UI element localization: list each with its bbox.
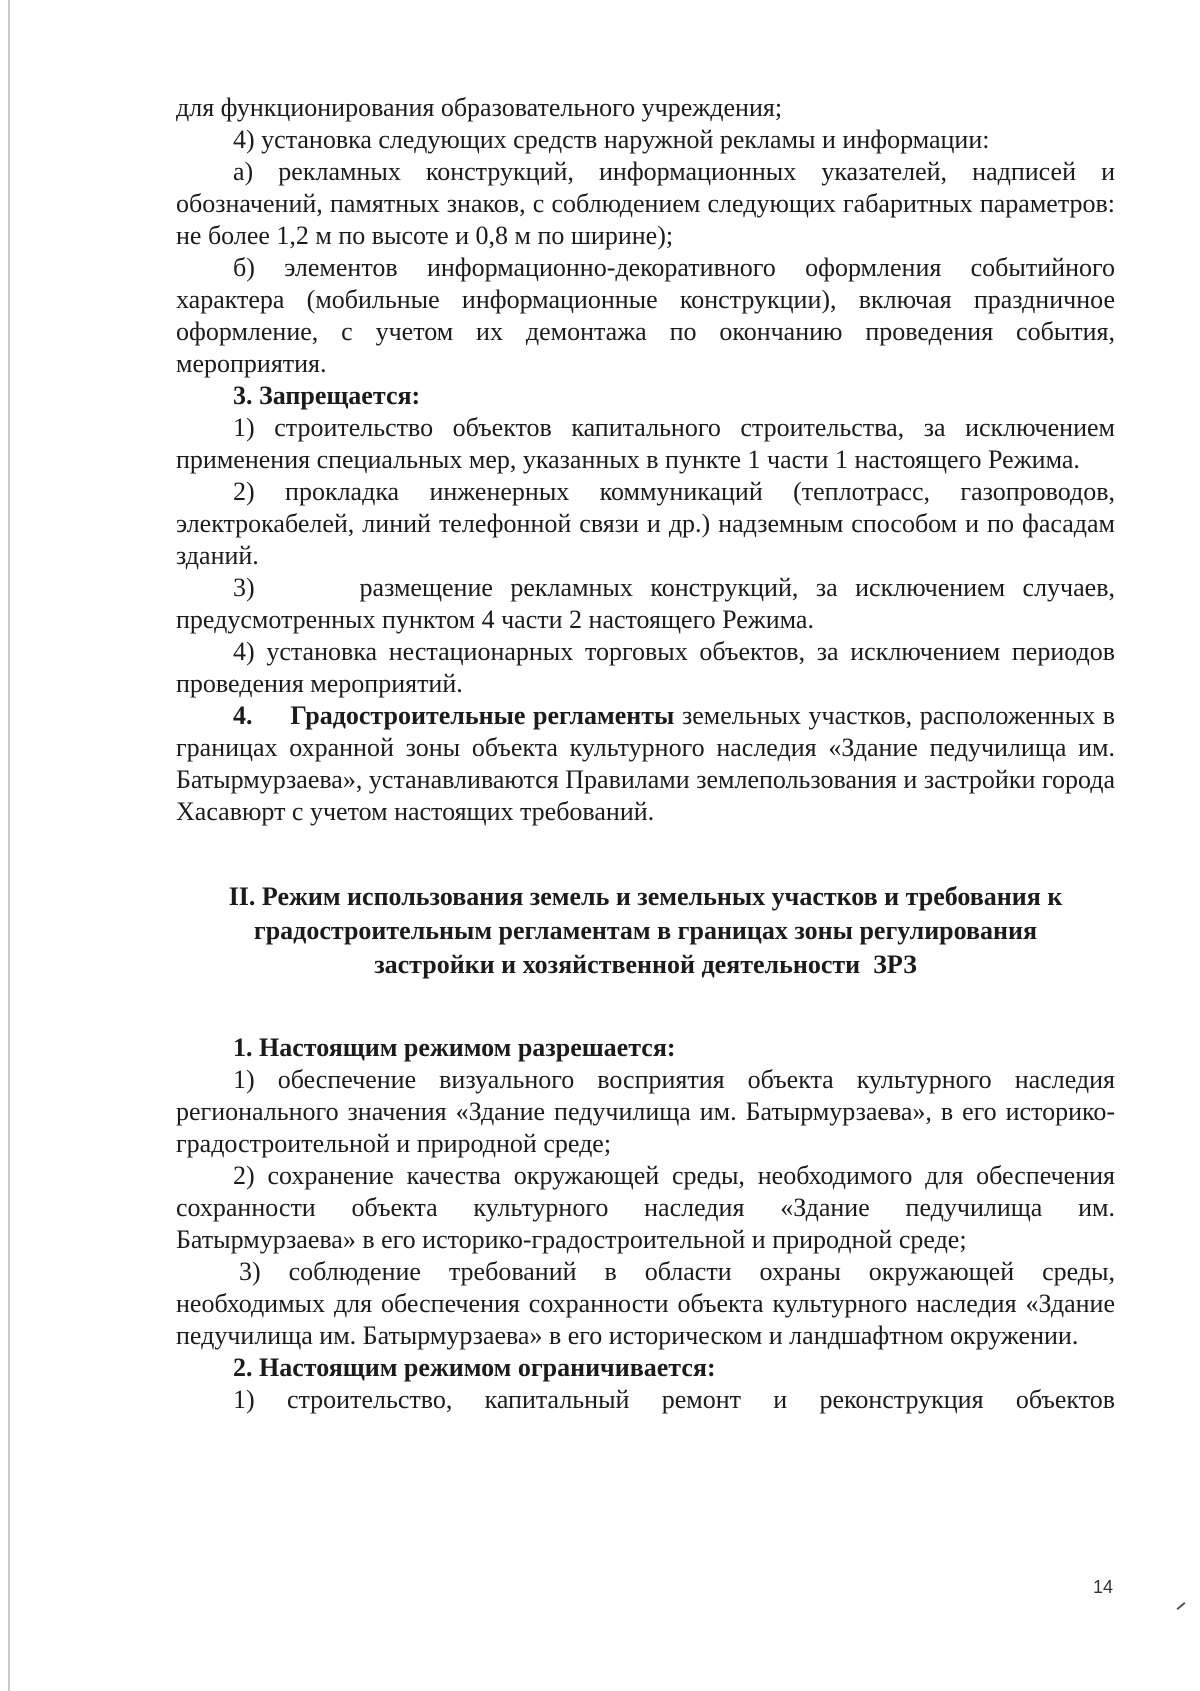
- paragraph: для функционирования образовательного учреждения;: [176, 93, 783, 122]
- section-title-prohibited: 3. Запрещается:: [233, 381, 421, 410]
- paragraph: а) рекламных конструкций, информационных указателей, надписей и обозначений, памятных знаков, с соблюдением следующих габаритных параметров: не более 1,2 м по высоте и 0,8 м по ширине);: [176, 157, 1115, 250]
- paragraph: 2) сохранение качества окружающей среды, необходимого для обеспечения сохранности объекта культурного наследия «Здание педучилища им. Батырмурзаева» в его историко-градостроительной и природной среде;: [176, 1161, 1115, 1254]
- paragraph: 1) строительство объектов капитального строительства, за исключением применения специальных мер, указанных в пункте 1 части 1 настоящего Режима.: [176, 413, 1115, 474]
- scan-edge-line: [8, 0, 10, 1691]
- heading-line: II. Режим использования земель и земельных участков и требования к: [228, 882, 1063, 911]
- paragraph: 1) строительство, капитальный ремонт и реконструкция объектов: [233, 1385, 1115, 1414]
- paragraph: 3) размещение рекламных конструкций, за исключением случаев, предусмотренных пунктом 4 части 2 настоящего Режима.: [176, 573, 1122, 634]
- heading-line: застройки и хозяйственной деятельности ЗРЗ: [374, 950, 917, 979]
- section-title-limited: 2. Настоящим режимом ограничивается:: [233, 1353, 716, 1382]
- paragraph: 3) соблюдение требований в области охраны окружающей среды, необходимых для обеспечения сохранности объекта культурного наследия «Здание педучилища им. Батырмурзаева» в его историческом и ландшафтном окружении.: [176, 1257, 1115, 1350]
- section-title-allowed: 1. Настоящим режимом разрешается:: [233, 1033, 676, 1062]
- paragraph: 4) установка следующих средств наружной рекламы и информации:: [233, 125, 990, 154]
- paragraph: 4) установка нестационарных торговых объектов, за исключением периодов проведения мероприятий.: [176, 637, 1115, 698]
- section-heading: [176, 880, 1115, 982]
- document-page: [176, 92, 1122, 1416]
- page-number: 14: [1093, 1577, 1114, 1597]
- heading-line: градостроительным регламентам в границах зоны регулирования: [253, 916, 1038, 945]
- scan-mark: [1177, 1602, 1186, 1610]
- paragraph: 1) обеспечение визуального восприятия объекта культурного наследия регионального значения «Здание педучилища им. Батырмурзаева», в его историко-градостроительной и природной среде;: [176, 1065, 1115, 1158]
- paragraph: б) элементов информационно-декоративного оформления событийного характера (мобильные информационные конструкции), включая праздничное оформление, с учетом их демонтажа по окончанию проведения события, мероприятия.: [176, 253, 1115, 378]
- paragraph: 2) прокладка инженерных коммуникаций (теплотрасс, газопроводов, электрокабелей, линий телефонной связи и др.) надземным способом и по фасадам зданий.: [176, 477, 1115, 570]
- paragraph-section4: 4. Градостроительные регламенты земельных участков, расположенных в границах охранной зоны объекта культурного наследия «Здание педучилища им. Батырмурзаева», устанавливаются Правилами землепользования и застройки города Хасавюрт с учетом настоящих требований.: [176, 701, 1116, 826]
